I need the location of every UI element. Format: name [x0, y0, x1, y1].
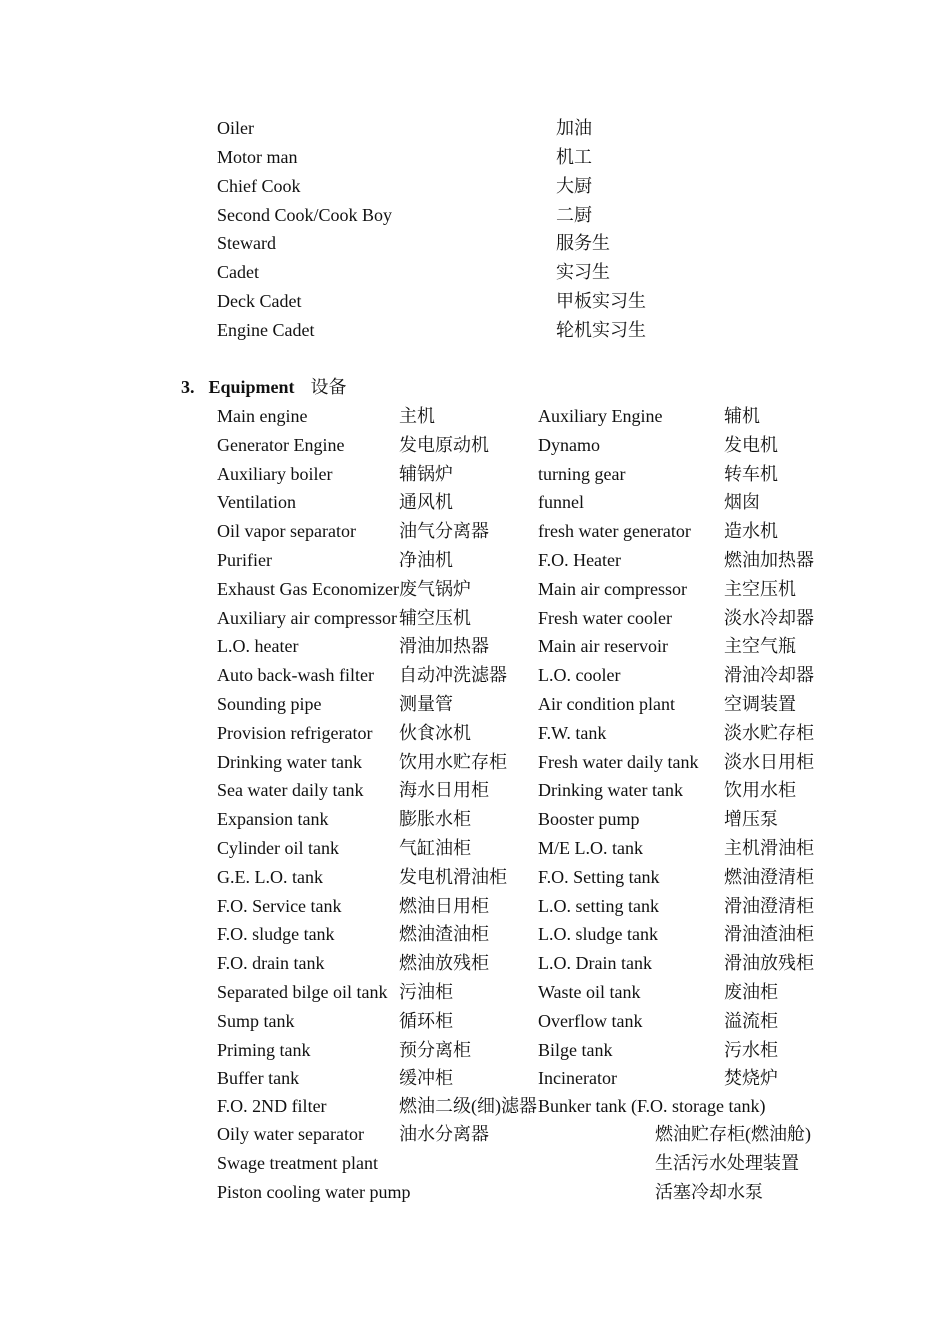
- equip-en-left: Auxiliary boiler: [217, 464, 333, 484]
- equip-zh-right: 发电机: [724, 435, 778, 455]
- equip-zh-right: 转车机: [724, 464, 778, 484]
- equip-zh-right: 空调装置: [724, 694, 796, 714]
- equip-zh-right: 燃油加热器: [724, 550, 814, 570]
- equip-en-right: Fresh water daily tank: [538, 752, 699, 772]
- equip-en-right: F.O. Heater: [538, 550, 622, 570]
- equip-zh-right: 滑油冷却器: [724, 665, 814, 685]
- equip-zh-right: 辅机: [724, 406, 760, 426]
- equip-en-right: M/E L.O. tank: [538, 838, 643, 858]
- equip-en-right: Main air reservoir: [538, 636, 668, 656]
- equip-en-left: Separated bilge oil tank: [217, 982, 388, 1002]
- equip-zh-left: 燃油放残柜: [399, 953, 489, 973]
- equip-zh-left: 发电机滑油柜: [399, 867, 507, 887]
- equip-en-left: Priming tank: [217, 1040, 311, 1060]
- equip-en-right: Waste oil tank: [538, 982, 641, 1002]
- equip-zh-right: 增压泵: [724, 809, 778, 829]
- equip-en-right: turning gear: [538, 464, 626, 484]
- equip-zh-right: 主机滑油柜: [724, 838, 814, 858]
- piston-en: Piston cooling water pump: [217, 1182, 411, 1202]
- equip-en-left: Purifier: [217, 550, 272, 570]
- equip-zh-left: 测量管: [399, 694, 453, 714]
- crew-zh: 机工: [556, 147, 592, 167]
- equip-en-right: L.O. setting tank: [538, 896, 659, 916]
- crew-zh: 甲板实习生: [556, 291, 646, 311]
- equip-en-left: Ventilation: [217, 492, 296, 512]
- equip-en-right: L.O. Drain tank: [538, 953, 652, 973]
- equip-en-left: L.O. heater: [217, 636, 299, 656]
- equip-zh-left: 膨胀水柜: [399, 809, 471, 829]
- equip-en-right: Incinerator: [538, 1068, 617, 1088]
- equip-zh-left: 净油机: [399, 550, 453, 570]
- crew-zh: 轮机实习生: [556, 320, 646, 340]
- equip-zh-left: 气缸油柜: [399, 838, 471, 858]
- equip-zh-left: 循环柜: [399, 1011, 453, 1031]
- crew-en: Chief Cook: [217, 176, 301, 196]
- equip-zh-left: 预分离柜: [399, 1040, 471, 1060]
- oily-zh: 油水分离器: [399, 1124, 489, 1144]
- equip-en-right: Booster pump: [538, 809, 640, 829]
- equip-zh-left: 燃油渣油柜: [399, 924, 489, 944]
- equip-en-left: F.O. drain tank: [217, 953, 325, 973]
- equip-en-left: Sump tank: [217, 1011, 295, 1031]
- equip-zh-right: 焚烧炉: [724, 1068, 778, 1088]
- equip-en-right: Overflow tank: [538, 1011, 643, 1031]
- equip-en-left: Generator Engine: [217, 435, 345, 455]
- swage-en: Swage treatment plant: [217, 1153, 378, 1173]
- equip-zh-right: 淡水日用柜: [724, 752, 814, 772]
- equip-en-right: Dynamo: [538, 435, 600, 455]
- crew-en: Oiler: [217, 118, 254, 138]
- equip-en-right: F.W. tank: [538, 723, 607, 743]
- equip-en-left: Auto back-wash filter: [217, 665, 374, 685]
- equip-en-left: F.O. Service tank: [217, 896, 342, 916]
- equip-en-right: Bilge tank: [538, 1040, 613, 1060]
- crew-zh: 二厨: [556, 205, 592, 225]
- equip-zh-right: 滑油放残柜: [724, 953, 814, 973]
- equip-zh-left: 滑油加热器: [399, 636, 489, 656]
- equip-en-left: Main engine: [217, 406, 308, 426]
- equip-en-left: Drinking water tank: [217, 752, 362, 772]
- equip-en-right: funnel: [538, 492, 584, 512]
- equip-en-right: fresh water generator: [538, 521, 691, 541]
- equip-en-left: F.O. sludge tank: [217, 924, 335, 944]
- equip-zh-left: 辅锅炉: [399, 464, 453, 484]
- equip-zh-left: 饮用水贮存柜: [399, 752, 507, 772]
- equip-zh-left: 缓冲柜: [399, 1068, 453, 1088]
- crew-en: Second Cook/Cook Boy: [217, 205, 393, 225]
- equip-en-left: Sounding pipe: [217, 694, 322, 714]
- section-heading: [181, 376, 347, 398]
- section-title-zh: 设备: [310, 377, 347, 397]
- equip-en-left: Sea water daily tank: [217, 780, 364, 800]
- equip-en-right: Air condition plant: [538, 694, 675, 714]
- filter-en: F.O. 2ND filter: [217, 1096, 327, 1116]
- crew-zh: 服务生: [556, 233, 610, 253]
- equip-en-left: Buffer tank: [217, 1068, 300, 1088]
- oily-en: Oily water separator: [217, 1124, 364, 1144]
- equip-en-right: Auxiliary Engine: [538, 406, 663, 426]
- equip-zh-right: 淡水冷却器: [724, 608, 814, 628]
- equip-zh-right: 淡水贮存柜: [724, 723, 814, 743]
- equip-zh-left: 燃油日用柜: [399, 896, 489, 916]
- equip-zh-left: 通风机: [399, 492, 453, 512]
- piston-zh: 活塞冷却水泵: [655, 1182, 763, 1202]
- equip-zh-right: 主空压机: [724, 579, 796, 599]
- crew-zh: 加油: [556, 118, 592, 138]
- equip-zh-left: 油气分离器: [399, 521, 489, 541]
- equip-en-left: Expansion tank: [217, 809, 329, 829]
- crew-en: Motor man: [217, 147, 298, 167]
- section-number: 3.: [181, 377, 195, 397]
- crew-en: Cadet: [217, 262, 259, 282]
- equip-zh-right: 烟囱: [724, 492, 760, 512]
- equip-zh-right: 燃油澄清柜: [724, 867, 814, 887]
- crew-en: Deck Cadet: [217, 291, 302, 311]
- equip-en-left: Auxiliary air compressor: [217, 608, 397, 628]
- equip-zh-left: 辅空压机: [399, 608, 471, 628]
- equip-zh-left: 伙食冰机: [399, 723, 471, 743]
- equip-en-right: Fresh water cooler: [538, 608, 672, 628]
- equip-zh-right: 饮用水柜: [724, 780, 796, 800]
- equip-en-right: F.O. Setting tank: [538, 867, 660, 887]
- filter-zh: 燃油二级(细)滤器: [399, 1096, 537, 1116]
- equip-zh-right: 主空气瓶: [724, 636, 796, 656]
- equip-zh-left: 海水日用柜: [399, 780, 489, 800]
- swage-zh: 生活污水处理装置: [655, 1153, 799, 1173]
- equip-en-left: Cylinder oil tank: [217, 838, 339, 858]
- equip-en-left: Provision refrigerator: [217, 723, 373, 743]
- equip-zh-right: 溢流柜: [724, 1011, 778, 1031]
- equip-zh-right: 废油柜: [724, 982, 778, 1002]
- bunker-zh: 燃油贮存柜(燃油舱): [655, 1124, 811, 1144]
- equip-zh-left: 自动冲洗滤器: [399, 665, 507, 685]
- crew-zh: 实习生: [556, 262, 610, 282]
- equip-zh-right: 造水机: [724, 521, 778, 541]
- equip-zh-right: 污水柜: [724, 1040, 778, 1060]
- equip-en-right: Main air compressor: [538, 579, 687, 599]
- equip-en-left: Oil vapor separator: [217, 521, 356, 541]
- equip-en-left: Exhaust Gas Economizer: [217, 579, 399, 599]
- equip-zh-left: 废气锅炉: [399, 579, 471, 599]
- equip-en-right: L.O. sludge tank: [538, 924, 658, 944]
- equip-zh-left: 主机: [399, 406, 435, 426]
- section-title: Equipment: [208, 377, 295, 397]
- equip-zh-right: 滑油渣油柜: [724, 924, 814, 944]
- equip-zh-left: 发电原动机: [399, 435, 489, 455]
- crew-en: Engine Cadet: [217, 320, 315, 340]
- bunker-en: Bunker tank (F.O. storage tank): [538, 1096, 766, 1116]
- crew-zh: 大厨: [556, 176, 592, 196]
- equip-zh-left: 污油柜: [399, 982, 453, 1002]
- crew-en: Steward: [217, 233, 276, 253]
- equip-zh-right: 滑油澄清柜: [724, 896, 814, 916]
- equip-en-right: L.O. cooler: [538, 665, 621, 685]
- equip-en-left: G.E. L.O. tank: [217, 867, 323, 887]
- equip-en-right: Drinking water tank: [538, 780, 683, 800]
